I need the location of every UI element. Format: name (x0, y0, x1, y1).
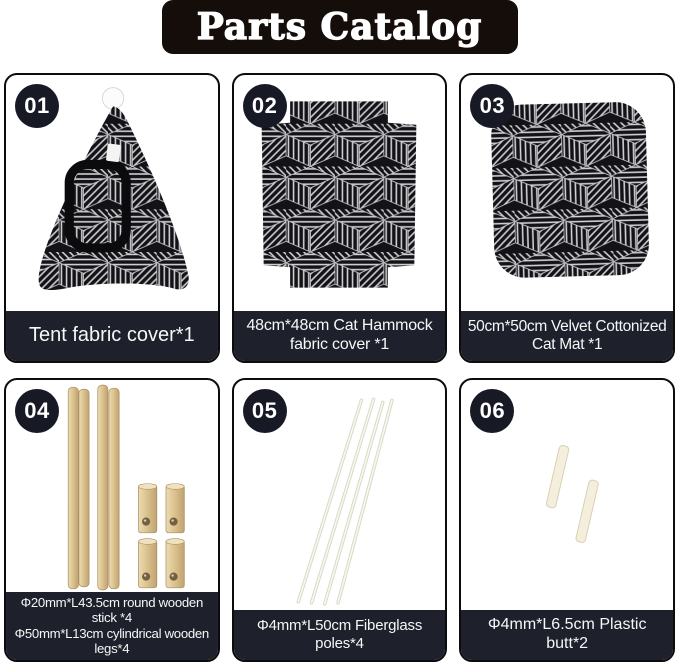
wooden-stick (68, 387, 78, 589)
caption-line: Cat Mat *1 (532, 336, 603, 353)
caption-line: 48cm*48cm Cat Hammock (246, 317, 433, 335)
part-card-wooden-parts (4, 378, 220, 662)
part-card-cat-mat (459, 73, 675, 363)
caption-line: fabric cover *1 (289, 336, 390, 353)
part-number-badge: 06 (470, 389, 514, 433)
part-number-badge: 02 (243, 84, 287, 128)
wooden-leg (138, 538, 156, 587)
wooden-leg (138, 483, 156, 532)
caption-line: Φ4mm*L6.5cm Plastic butt*2 (487, 616, 647, 652)
hammock-fabric-shape (262, 101, 417, 287)
part-caption (234, 610, 446, 660)
mat-shape (491, 101, 650, 278)
wooden-leg (166, 483, 184, 532)
part-number-badge: 04 (15, 389, 59, 433)
fiberglass-pole (325, 402, 383, 604)
part-card-fiberglass-poles (232, 378, 448, 662)
wooden-leg (166, 538, 184, 587)
caption-line: 50cm*50cm Velvet Cottonized (467, 317, 667, 335)
white-tag (106, 143, 121, 162)
parts-grid (4, 73, 675, 662)
part-caption (461, 311, 673, 361)
part-caption (461, 610, 673, 660)
caption-line: Tent fabric cover*1 (29, 324, 195, 347)
part-card-hammock-cover (232, 73, 448, 363)
tent-shape (38, 106, 188, 290)
part-caption (234, 311, 446, 361)
part-caption (6, 311, 218, 361)
caption-line: Φ20mm*L43.5cm round wooden stick *4 (20, 594, 203, 626)
pompom (102, 88, 123, 109)
caption-line: Φ4mm*L50cm Fiberglass poles*4 (256, 617, 423, 652)
wooden-stick (109, 388, 119, 589)
plastic-tube (575, 479, 599, 543)
part-caption (6, 592, 218, 660)
fiberglass-pole (299, 400, 362, 602)
part-number-badge: 01 (15, 84, 59, 128)
page-title: Parts Catalog (162, 0, 518, 54)
part-card-tent-cover (4, 73, 220, 363)
part-number-badge: 03 (470, 84, 514, 128)
wooden-stick (98, 385, 108, 590)
wooden-stick (79, 389, 89, 587)
plastic-tube (546, 445, 570, 509)
caption-line: Φ50mm*L13cm cylindrical wooden legs*4 (14, 625, 209, 657)
part-number-badge: 05 (243, 389, 287, 433)
part-card-plastic-butt (459, 378, 675, 662)
